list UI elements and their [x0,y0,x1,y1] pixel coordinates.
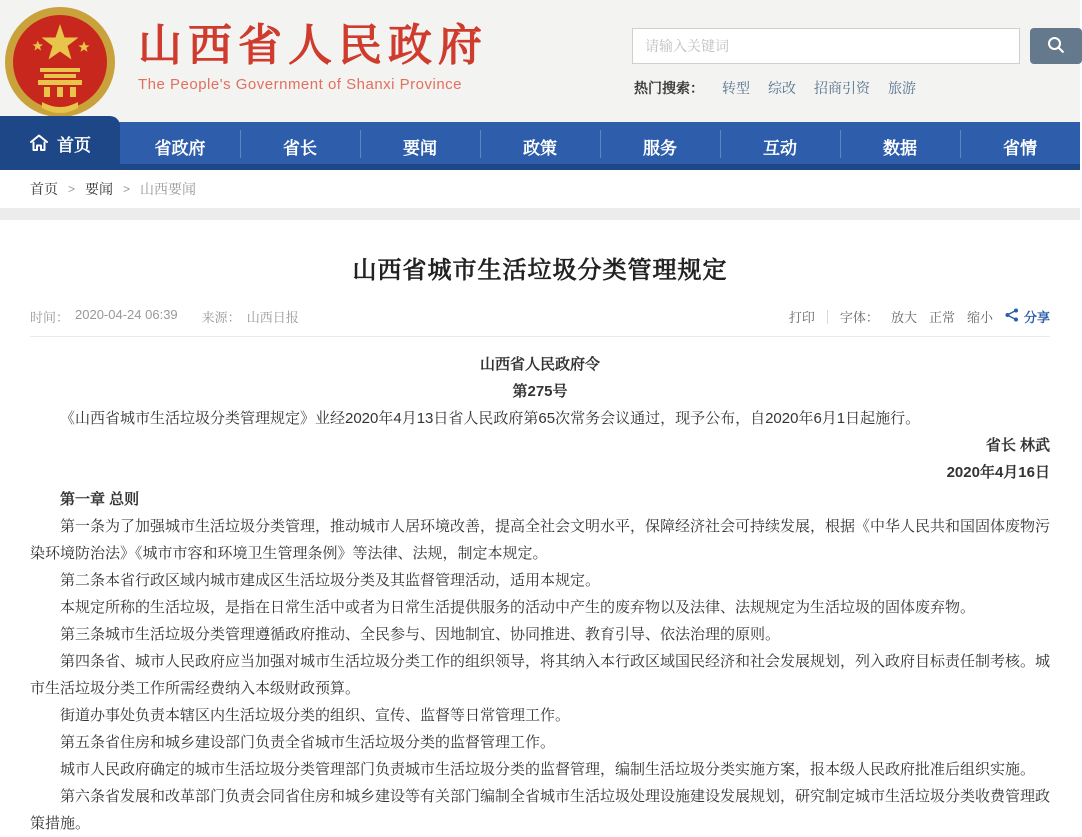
article-meta-row [30,307,1050,337]
search-area [632,28,1080,64]
breadcrumb-home[interactable]: 首页 [30,181,58,197]
hot-search-label: 热门搜索： [634,80,704,96]
article-paragraph: 《山西省城市生活垃圾分类管理规定》业经2020年4月13日省人民政府第65次常务会议通过，现予公布，自2020年6月1日起施行。 [60,410,921,427]
hot-search-link-zhaoshang[interactable]: 招商引资 [814,80,870,96]
breadcrumb-current: 山西要闻 [140,181,197,197]
nav-item-label: 首页 [57,135,91,155]
article-title: 山西省城市生活垃圾分类管理规定 [352,257,728,284]
signature-governor: 省长 林武 [985,437,1050,454]
site-header [0,0,1080,122]
nav-item-services[interactable]: 服务 [600,122,720,170]
site-title: 山西省人民政府 [138,21,488,70]
font-zoom-out-button[interactable]: 缩小 [966,310,993,325]
national-emblem-logo [4,6,116,118]
decree-number: 第275号 [512,383,568,400]
hot-search-link-zonggai[interactable]: 综改 [768,80,796,96]
tools-divider [827,310,828,324]
breadcrumb [0,170,1080,208]
hot-search-row [634,78,916,98]
hot-search-link-zhuanxing[interactable]: 转型 [722,80,750,96]
meta-time-label: 时间： [30,310,70,325]
article-body [30,337,1050,837]
hot-search-link-lvyou[interactable]: 旅游 [888,80,916,96]
chapter-heading: 第一章 总则 [60,491,140,508]
home-icon [29,134,49,152]
font-normal-button[interactable]: 正常 [928,310,955,325]
meta-source-value: 山西日报 [246,310,299,325]
share-button[interactable] [1005,307,1050,326]
article-paragraph: 第五条省住房和城乡建设部门负责全省城市生活垃圾分类的监督管理工作。 [60,734,556,751]
share-icon [1005,308,1019,325]
font-zoom-in-button[interactable]: 放大 [890,310,917,325]
article-tools [789,307,1050,326]
nav-item-policy[interactable]: 政策 [480,122,600,170]
nav-item-province-profile[interactable]: 省情 [960,122,1080,170]
section-divider [0,208,1080,220]
meta-source-label: 来源： [201,310,241,325]
nav-item-governor[interactable]: 省长 [240,122,360,170]
site-subtitle: The People's Government of Shanxi Province [138,76,463,93]
breadcrumb-news[interactable]: 要闻 [85,181,114,197]
article-paragraph: 街道办事处负责本辖区内生活垃圾分类的组织、宣传、监督等日常管理工作。 [60,707,571,724]
search-icon [1047,36,1065,57]
main-nav [0,122,1080,170]
meta-time-value: 2020-04-24 06:39 [75,307,178,322]
print-button[interactable]: 打印 [788,310,815,325]
search-input[interactable] [632,28,1020,64]
nav-item-home[interactable] [0,116,120,170]
signature-date: 2020年4月16日 [946,464,1050,481]
nav-item-interaction[interactable]: 互动 [720,122,840,170]
article-paragraph: 第一条为了加强城市生活垃圾分类管理，推动城市人居环境改善，提高全社会文明水平，保障经济社会可持续发展，根据《中华人民共和国固体废物污染环境防治法》《城市市容和环境卫生管理条例》等法律、法规，制定本规定。 [30,518,1051,562]
article-paragraph: 城市人民政府确定的城市生活垃圾分类管理部门负责城市生活垃圾分类的监督管理，编制生活垃圾分类实施方案，报本级人民政府批准后组织实施。 [60,761,1036,778]
article-container [0,220,1080,837]
nav-item-provincial-govt[interactable]: 省政府 [154,138,206,158]
article-paragraph: 第四条省、城市人民政府应当加强对城市生活垃圾分类工作的组织领导，将其纳入本行政区域国民经济和社会发展规划，列入政府目标责任制考核。城市生活垃圾分类工作所需经费纳入本级财政预算。 [30,653,1051,697]
breadcrumb-separator: > [68,182,76,196]
article-paragraph: 第二条本省行政区域内城市建成区生活垃圾分类及其监督管理活动，适用本规定。 [60,572,601,589]
font-size-label: 字体： [839,310,879,325]
nav-item-news[interactable]: 要闻 [360,122,480,170]
nav-item-data[interactable]: 数据 [840,122,960,170]
decree-heading: 山西省人民政府令 [479,356,600,373]
article-paragraph: 第三条城市生活垃圾分类管理遵循政府推动、全民参与、因地制宜、协同推进、教育引导、依法治理的原则。 [60,626,781,643]
breadcrumb-separator: > [123,182,131,196]
article-paragraph: 第六条省发展和改革部门负责会同省住房和城乡建设等有关部门编制全省城市生活垃圾处理设施建设发展规划，研究制定城市生活垃圾分类收费管理政策措施。 [30,788,1051,832]
share-label: 分享 [1023,310,1050,325]
search-button[interactable] [1030,28,1082,64]
article-paragraph: 本规定所称的生活垃圾，是指在日常生活中或者为日常生活提供服务的活动中产生的废弃物以及法律、法规规定为生活垃圾的固体废弃物。 [60,599,976,616]
site-brand [138,20,488,93]
article-meta [30,307,317,326]
